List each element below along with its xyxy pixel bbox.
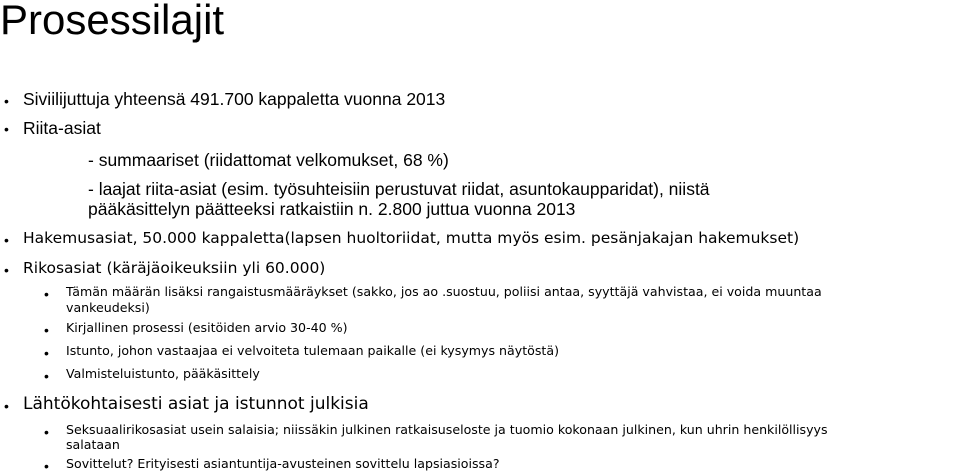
bullet-icon: • <box>4 121 9 137</box>
sub-rangaistusmaaraykset-line1: Tämän määrän lisäksi rangaistusmääräykset (sakko, jos ao .suostuu, poliisi antaa, syyttäjä vahvistaa, ei voida muuntaa <box>66 284 822 299</box>
bullet-icon: • <box>4 262 9 278</box>
sub-summaariset: - summaariset (riidattomat velkomukset, 68 %) <box>88 150 449 170</box>
bullet-icon: • <box>44 322 49 338</box>
sub-rangaistusmaaraykset-line2: vankeudeksi) <box>66 300 150 315</box>
bullet-icon: • <box>44 286 49 302</box>
sub-istunto: Istunto, johon vastaajaa ei velvoiteta tulemaan paikalle (ei kysymys näytöstä) <box>66 343 559 358</box>
sub-sovittelut: Sovittelut? Erityisesti asiantuntija-avusteinen sovittelu lapsiasioissa? <box>66 456 500 471</box>
bullet-icon: • <box>44 368 49 384</box>
sub-laajat-line1: - laajat riita-asiat (esim. työsuhteisiin perustuvat riidat, asuntokaupparidat), niistä <box>88 179 710 199</box>
bullet-icon: • <box>4 93 9 109</box>
bullet-icon: • <box>44 424 49 440</box>
bullet-rikosasiat: Rikosasiat (käräjäoikeuksiin yli 60.000) <box>23 259 326 277</box>
bullet-icon: • <box>44 458 49 474</box>
bullet-siviilijuttuja: Siviilijuttuja yhteensä 491.700 kappaletta vuonna 2013 <box>23 89 446 109</box>
sub-seksuaalirikosasiat-line1: Seksuaalirikosasiat usein salaisia; niissäkin julkinen ratkaisuseloste ja tuomio kokonaan julkinen, kun uhrin henkilöllisyys <box>66 422 828 437</box>
slide-title: Prosessilajit <box>0 0 225 43</box>
bullet-riita-asiat: Riita-asiat <box>23 118 101 138</box>
sub-valmisteluistunto: Valmisteluistunto, pääkäsittely <box>66 366 260 381</box>
bullet-icon: • <box>4 232 9 248</box>
bullet-icon: • <box>44 345 49 361</box>
sub-kirjallinen-prosessi: Kirjallinen prosessi (esitöiden arvio 30-40 %) <box>66 320 348 335</box>
bullet-icon: • <box>4 398 9 414</box>
sub-seksuaalirikosasiat-line2: salataan <box>66 437 120 452</box>
sub-laajat-line2: pääkäsittelyn päätteeksi ratkaistiin n. 2.800 juttua vuonna 2013 <box>88 199 576 219</box>
bullet-hakemusasiat: Hakemusasiat, 50.000 kappaletta(lapsen huoltoriidat, mutta myös esim. pesänjakajan hakemukset) <box>23 229 800 247</box>
bullet-lahtokohtaisesti: Lähtökohtaisesti asiat ja istunnot julkisia <box>23 394 369 414</box>
